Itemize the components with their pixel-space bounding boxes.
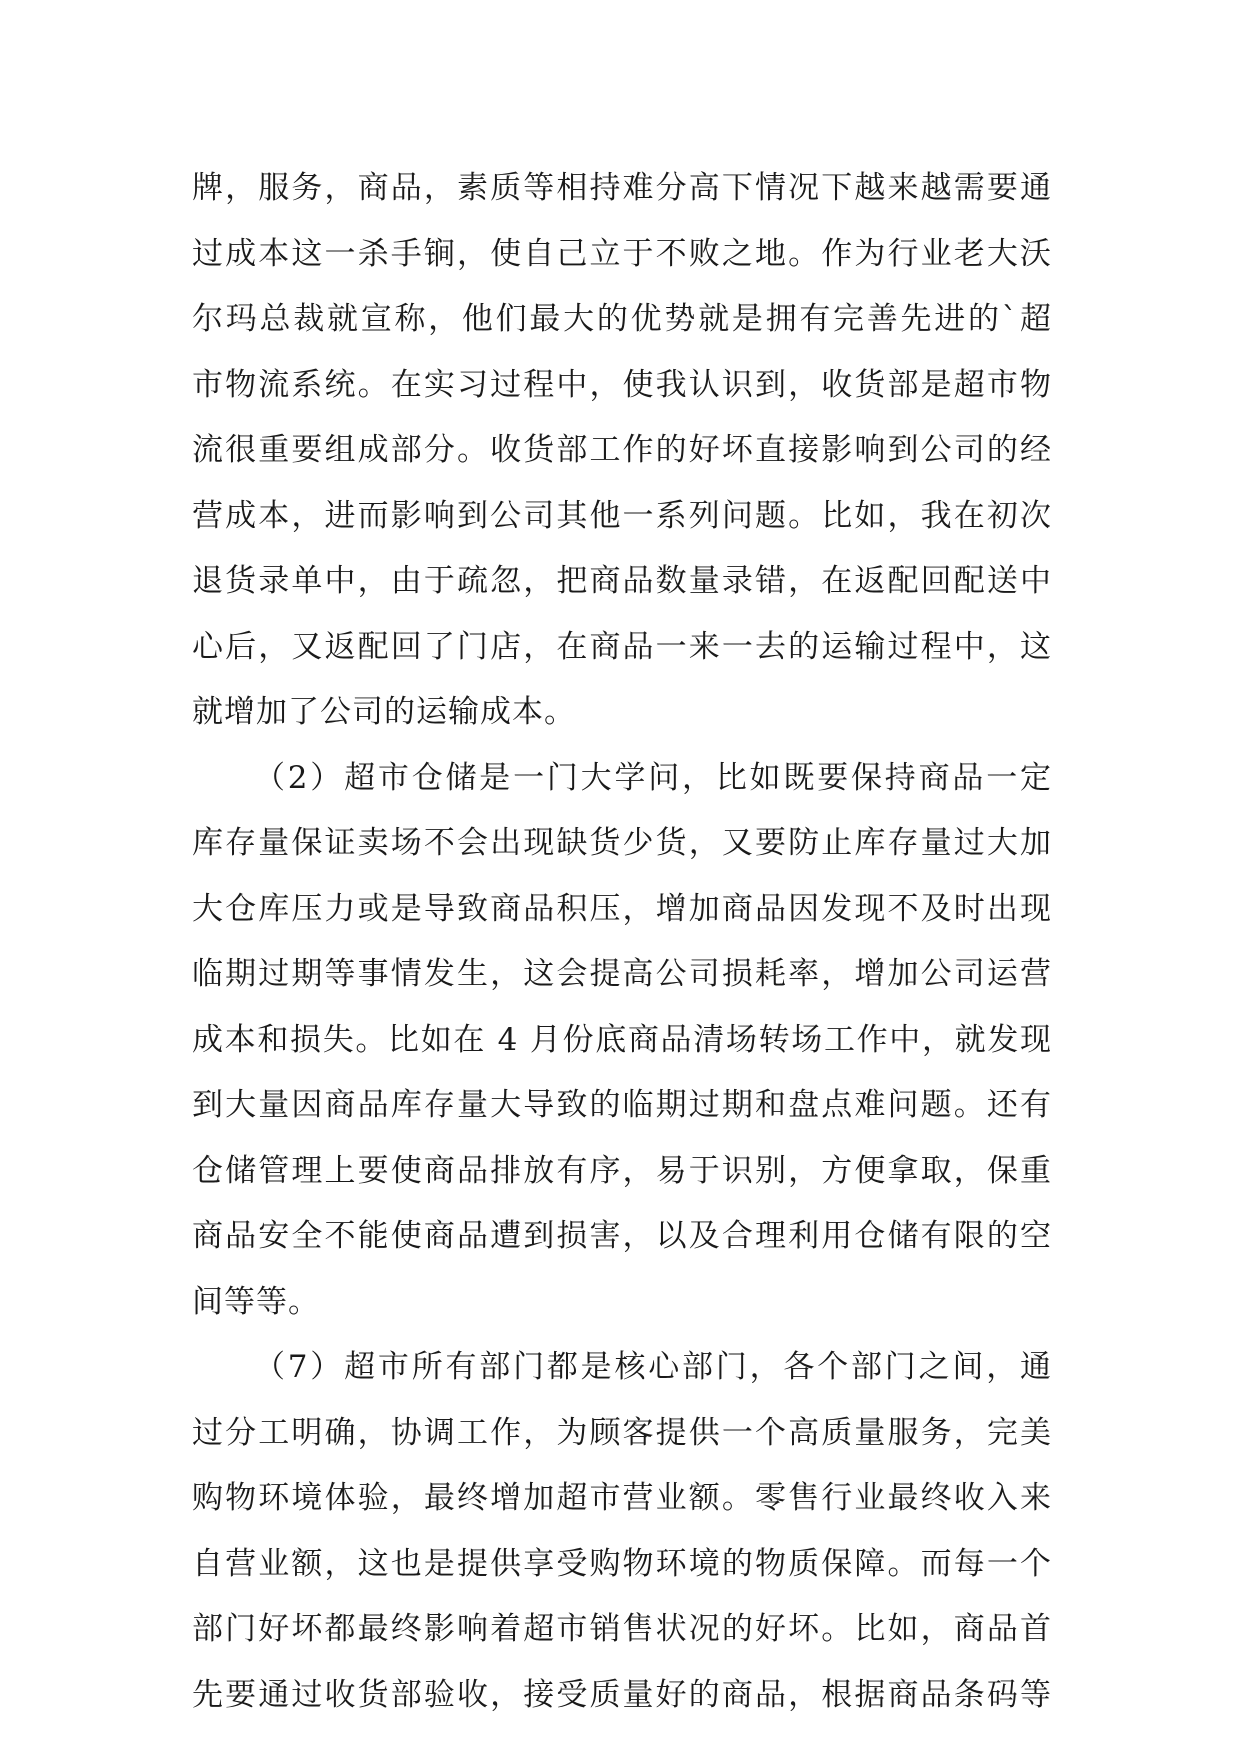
text-line: 部门好坏都最终影响着超市销售状况的好坏。比如，商品首 bbox=[192, 1611, 1052, 1647]
text-line: 尔玛总裁就宣称，他们最大的优势就是拥有完善先进的`超 bbox=[192, 301, 1052, 337]
text-line: 自营业额，这也是提供享受购物环境的物质保障。而每一个 bbox=[192, 1545, 1052, 1582]
text-line: 就增加了公司的运输成本。 bbox=[192, 694, 576, 730]
paragraph-cost bbox=[192, 156, 1052, 746]
text-line: 牌，服务，商品，素质等相持难分高下情况下越来越需要通 bbox=[192, 170, 1052, 206]
text-line: 库存量保证卖场不会出现缺货少货，又要防止库存量过大加 bbox=[192, 825, 1052, 861]
text-line: 间等等。 bbox=[192, 1283, 320, 1320]
text-line: 大仓库压力或是导致商品积压，增加商品因发现不及时出现 bbox=[192, 890, 1052, 927]
text-line: 临期过期等事情发生，这会提高公司损耗率，增加公司运营 bbox=[192, 956, 1052, 992]
text-line: 购物环境体验，最终增加超市营业额。零售行业最终收入来 bbox=[192, 1480, 1052, 1516]
text-line: 市物流系统。在实习过程中，使我认识到，收货部是超市物 bbox=[192, 366, 1052, 403]
text-line: 仓储管理上要使商品排放有序，易于识别，方便拿取，保重 bbox=[192, 1152, 1052, 1189]
text-line: 过成本这一杀手锏，使自己立于不败之地。作为行业老大沃 bbox=[192, 235, 1052, 272]
text-line: 营成本，进而影响到公司其他一系列问题。比如，我在初次 bbox=[192, 497, 1052, 534]
text-line: 成本和损失。比如在 4 月份底商品清场转场工作中，就发现 bbox=[192, 1021, 1052, 1058]
text-line: 过分工明确，协调工作，为顾客提供一个高质量服务，完美 bbox=[192, 1414, 1052, 1451]
text-line: （2）超市仓储是一门大学问，比如既要保持商品一定 bbox=[254, 759, 1052, 796]
text-line: 心后，又返配回了门店，在商品一来一去的运输过程中，这 bbox=[192, 628, 1052, 665]
text-line: （7）超市所有部门都是核心部门，各个部门之间，通 bbox=[254, 1349, 1052, 1385]
document-page bbox=[192, 156, 1052, 1728]
text-line: 到大量因商品库存量大导致的临期过期和盘点难问题。还有 bbox=[192, 1087, 1052, 1123]
text-line: 退货录单中，由于疏忽，把商品数量录错，在返配回配送中 bbox=[192, 563, 1052, 599]
text-line: 流很重要组成部分。收货部工作的好坏直接影响到公司的经 bbox=[192, 432, 1052, 468]
text-line: 先要通过收货部验收，接受质量好的商品，根据商品条码等 bbox=[192, 1676, 1052, 1713]
paragraph-departments bbox=[192, 1335, 1052, 1728]
paragraph-warehouse bbox=[192, 746, 1052, 1336]
text-line: 商品安全不能使商品遭到损害，以及合理利用仓储有限的空 bbox=[192, 1218, 1052, 1254]
